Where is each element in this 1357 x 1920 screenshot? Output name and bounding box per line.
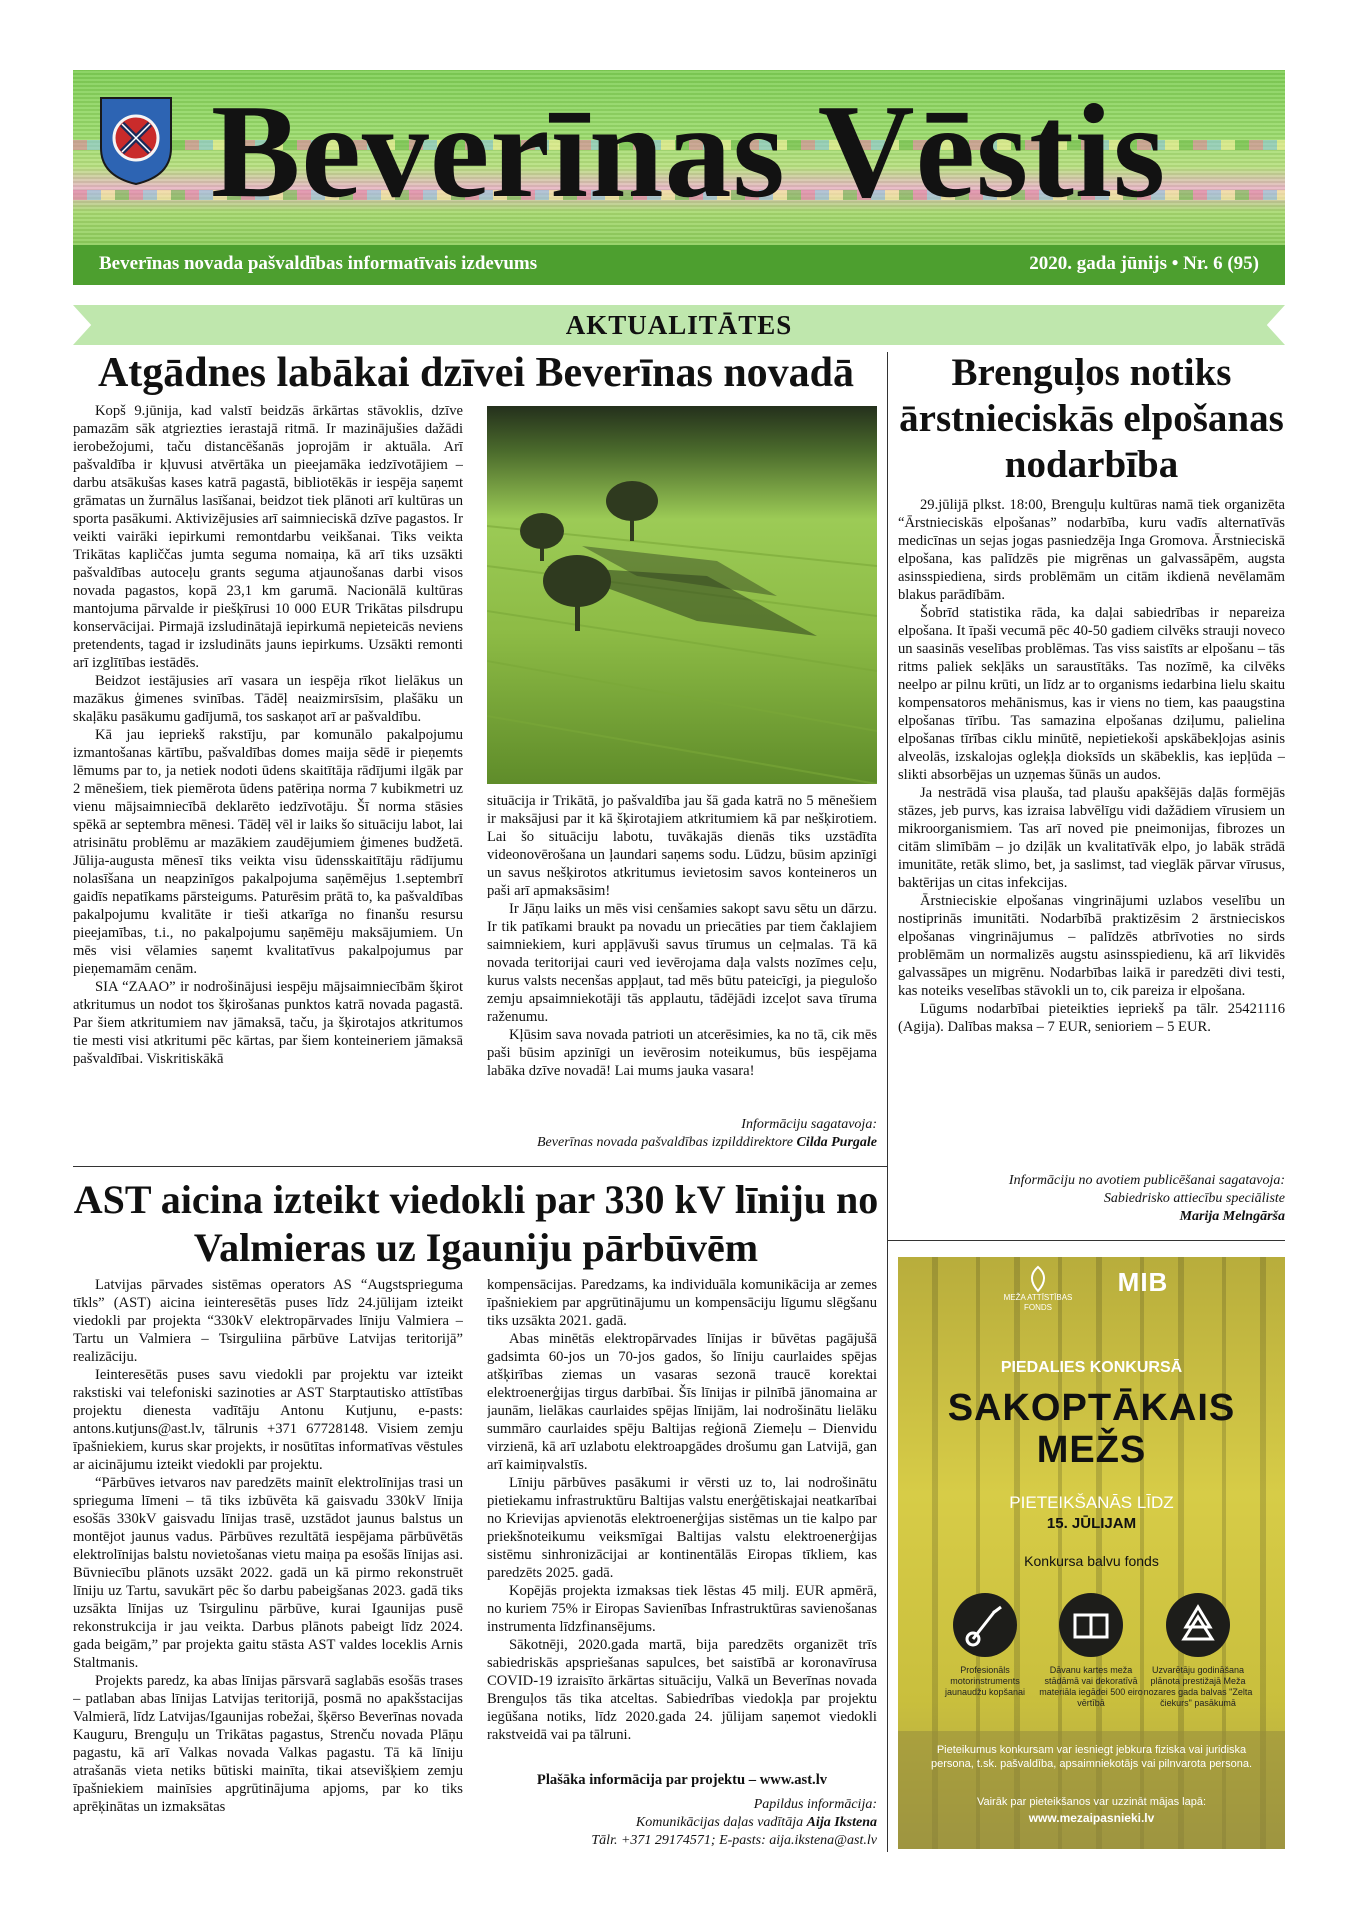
paragraph: Ir Jāņu laiks un mēs visi cenšamies sakopt savu sētu un dārzu. Ir tik patīkami braukt pa novadu un priecāties par tiem čaklajiem saimniekiem, kuri appļāvuši savus tīrumus un ceļmalas. Tā kā novada teritorijai cauri ved ievērojama daļa valsts nozīmes ceļu, kurus valsts necenšas appļaut, tad mēs būtu pateicīgi, ja piegulošo zemju apsaimniekotāji tās applautu, tādējādi izceļot sava tīruma raženumu. xyxy=(487,901,877,1025)
masthead xyxy=(73,70,1285,285)
paragraph: Kopš 9.jūnija, kad valstī beidzās ārkārtas stāvoklis, dzīve pamazām sāk atgriezties ierastajā ritmā. Ir mazinājušies dažādi ierobežojumi, taču distancēšanās joprojām ir aktuāla. Arī pašvaldība ir kļuvusi atvērtāka un pieejamāka iedzīvotājiem – darbu atsākušas kases katrā pagastā, bibliotēkās ir iespēja saņemt grāmatas un žurnālus lasīšanai, beidzot tiek plānoti arī kultūras un sporta pasākumi. Aktivizējusies arī saimnieciskā dzīve pagastos. Ir veikti vairāki iepirkumi remontdarbu veikšanai. Tiks veikta Trikātas kapliččas jumta seguma nomaiņa, kā arī tiks uzsākti pašvaldības autoceļu grants seguma atjaunošanas darbi visos novada pagastos, kopā 23,1 km garumā. Nacionālā kultūras mantojuma pārvalde ir piešķīrusi 10 000 EUR Trikātas pilsdrupu konservācijai. Pirmajā izsludinātajā iepirkumā nepieteicās neviens pretendents, tagad ir izsludināts jauns iepirkums. Uzsākti remonti arī izglītības iestādēs. xyxy=(73,403,463,671)
paragraph: kompensācijas. Paredzams, ka individuāla komunikācija ar zemes īpašniekiem par apgrūtinājumu un kompensāciju līgumu slēgšanu tiks uzsākta 2021. gadā. xyxy=(487,1277,877,1329)
article-column xyxy=(487,1276,877,1766)
paragraph: situācija ir Trikātā, jo pašvaldība jau šā gada katrā no 5 mēnešiem ir maksājusi par it kā šķirotajiem atkritumiem kā par nešķirotiem. Lai šo situāciju labotu, tuvākajās dienās tiks uzstādīta videonovērošana un ļaundari saņems sodu. Lūdzu, būsim apzinīgi un savus nešķirotos atkritumus ievietosim savos konteineros un paši arī apmaksāsim! xyxy=(487,793,877,899)
credit-label: Informāciju no avotiem publicēšanai sagatavoja: xyxy=(1008,1173,1285,1188)
ad-logo-mib: MIB xyxy=(1117,1267,1169,1297)
more-info-label: Plašāka informācija par projektu – xyxy=(536,1772,757,1788)
paragraph: “Pārbūves ietvaros nav paredzēts mainīt elektrolīnijas trasi un sprieguma līmeni – tā tiks izbūvēta kā gaisvadu 330kV līnija esošās 330kV gaisvadu līnijas trasē, uzstādot jaunus balstus un montējot jaunus vadus. Pārbūves rezultātā iespējama pārbūvētās elektrolīnijas balstu novietošanas vietu maiņa pa esošās līnijas asi. Būvniecību plānots uzsākt 2022. gadā un kā pirmo rekonstruēt līniju uz Tartu, savukārt pēc šo darbu pabeigšanas 2023. gadā tiks uzsākta līnijas uz Tsirgulinu pārbūve, kurai Igaunijas pusē rekonstrukcija ir jau veikta. Darbus plānots pabeigt līdz 2024. gada beigām,” par projekta gaitu stāsta AST valdes loceklis Arnis Staltmanis. xyxy=(73,1475,463,1671)
article-headline: Brenguļos notiks ārstnieciskās elpošanas nodarbība xyxy=(899,351,1284,486)
forest-fund-logo-icon xyxy=(1023,1265,1053,1293)
credit-label: Informāciju sagatavoja: xyxy=(741,1117,877,1132)
paragraph: Abas minētās elektropārvades līnijas ir būvētas pagājušā gadsimta 60-jos un 70-jos gados, šo līniju caurlaides spējas atšķirības ziemas un vasaras sezonā traucē korektai elektroenerģijas tirgus darbībai. Šīs līnijas ir pilnībā jānomaina ar jaunām, lielākas caurlaides spējas līnijām, lai nodrošinātu lielāku summāro caurlaides spēju Baltijas reģionā Ziemeļu – Dienvidu virzienā, kā arī uzlabotu elektroapgādes drošumu gan Latvijā, gan arī kaimiņvalstīs. xyxy=(487,1331,877,1473)
paragraph: Beidzot iestājusies arī vasara un iespēja rīkot lielākus un mazākus ģimenes svinības. Tādēļ neaizmirsīsim, plašāku un skaļāku pasākumu gadījumā, tos saskaņot arī ar pašvaldību. xyxy=(73,673,463,725)
newspaper-subtitle: Beverīnas novada pašvaldības informatīvais izdevums xyxy=(99,253,538,274)
paragraph: Latvijas pārvades sistēmas operators AS “Augstsprieguma tīkls” (AST) aicina ieinteresētās puses līdz 24.jūlijam izteikt viedokli par projekta “330kV elektropārvades līniju Valmiera – Tartu un Valmiera – Tsirguliina pārbūve Latvijas teritorijā” realizāciju. xyxy=(73,1277,463,1365)
article-column xyxy=(73,402,463,1156)
ad-footer-text: Pieteikumus konkursam var iesniegt jebkura fiziska vai juridiska persona, t.sk. pašvaldība, apsaimniekotājs vai pilnvarota persona. xyxy=(930,1744,1252,1770)
ad-title: SAKOPTĀKAIS xyxy=(947,1387,1236,1429)
coat-of-arms-icon xyxy=(99,96,173,186)
credit-name: Aija Ikstena xyxy=(806,1815,877,1830)
column-divider xyxy=(887,352,888,1852)
more-info-line xyxy=(487,1772,877,1789)
article-credit xyxy=(487,1116,877,1152)
credit-role: Sabiedrisko attiecību speciāliste xyxy=(1103,1191,1285,1206)
trophy-icon xyxy=(1166,1593,1230,1657)
section-label: AKTUALITĀTES xyxy=(565,310,793,340)
credit-name: Cilda Purgale xyxy=(796,1135,877,1150)
prize-caption: Dāvanu kartes meža stādāmā vai dekoratīvā materiāla iegādei 500 eiro vērtībā xyxy=(1039,1665,1143,1708)
credit-label: Papildus informācija: xyxy=(753,1797,877,1812)
article-column xyxy=(73,1276,463,1852)
ad-fund-label: Konkursa balvu fonds xyxy=(1024,1553,1159,1569)
issue-number: 2020. gada jūnijs • Nr. 6 (95) xyxy=(1029,253,1259,274)
ad-url[interactable]: www.mezaipasnieki.lv xyxy=(1028,1811,1155,1825)
section-divider xyxy=(887,1240,1285,1241)
section-divider xyxy=(73,1166,887,1167)
gift-card-icon xyxy=(1059,1593,1123,1657)
credit-contact: Tālr. +371 29174571; E-pasts: aija.ikstena@ast.lv xyxy=(591,1833,877,1848)
paragraph: Šobrīd statistika rāda, ka daļai sabiedrības ir nepareiza elpošana. It īpaši vecumā pēc 40-50 gadiem cilvēks strauji noveco un saasinās veselības problēmas. Tas viss saistīts ar elpošanu – tās ritms paliek sekļāks un saraustītāks. Tas nozīmē, ka cilvēks neelpo ar pilnu krūti, un līdz ar to organisms iedarbina lielu skaitu kompensatoros mehānismus, kas ir viens no tiem, kas paaugstina elpošanas tīrību. Tas samazina elpošanas dziļumu, palielina elpošanas tīrības ciklu minūtē, nepietiekoši apskābekļojas asinis alveolās, izskalojas ogleķļa dioksīds un skābeklis, kas iepļūda – slikti absorbējas un uzņemas šūnās un audos. xyxy=(898,605,1285,783)
paragraph: Ja nestrādā visa plauša, tad plaušu apakšējās daļās formējās stāzes, jeb purvs, kas izraisa labvēlīgu vidi dažādiem vīrusiem un mikroorganismiem. Tas arī noved pie pneimonijas, fibrozes un citām slimībām – jo dziļāk un kvalitatīvāk elpo, jo labāk strādā imunitāte, retāk slimo, bet, ja saslimst, tad vieglāk pārvar vīrusus, baktērijas un citas infekcijas. xyxy=(898,785,1285,891)
newspaper-title: Beverīnas Vēstis xyxy=(211,77,1167,225)
prize-caption: Uzvarētāju godināšana plānota prestižajā Meža nozares gada balvas "Zelta čiekurs" pasākumā xyxy=(1143,1665,1253,1708)
prize-caption: Profesionāls motorinstruments jaunaudžu kopšanai xyxy=(944,1665,1026,1697)
article-column xyxy=(898,496,1285,1164)
ad-logo-text: MEŽA ATTĪSTĪBAS FONDS xyxy=(1003,1293,1073,1312)
ad-deadline-label: PIETEIKŠANĀS LĪDZ xyxy=(1009,1493,1174,1512)
paragraph: Kopējās projekta izmaksas tiek lēstas 45 milj. EUR apmērā, no kuriem 75% ir Eiropas Savienības Infrastruktūras savienošanas instrumenta līdzfinansējums. xyxy=(487,1583,877,1635)
paragraph: Ieinteresētās puses savu viedokli par projektu var izteikt rakstiski vai telefoniski sazinoties ar AST Starptautisko attīstības projektu dienesta vadītāju Antonu Kutjunu, e-pasts: antons.kutjuns@ast.lv, tālrunis +371 67728148. Visiem zemju īpašniekiem, kurus skar projekts, ir nosūtītas informatīvas vēstules ar aicinājumu izteikt viedokli par projektu. xyxy=(73,1367,463,1473)
credit-role: Beverīnas novada pašvaldības izpilddirektore xyxy=(537,1135,793,1150)
article-credit xyxy=(898,1172,1285,1226)
paragraph: Ārstnieciskie elpošanas vingrinājumi uzlabos veselību un nostiprinās imunitāti. Nodarbībā praktizēsim 2 ārstnieciskos elpošanas vingrinājumus – palīdzēs atbrīvoties no sirds problēmām un normalizēs augstu asinsspiedienu, kā arī likvidēs galvassāpes un migrēnu. Nodarbības laikā ir paredzēti divi testi, kas noteiks veselības stāvokli un to, cik pareiza ir elpošana. xyxy=(898,893,1285,999)
project-link[interactable]: www.ast.lv xyxy=(759,1772,828,1788)
article-credit xyxy=(487,1796,877,1850)
article-column xyxy=(487,792,877,1110)
brushcutter-icon xyxy=(953,1593,1017,1657)
paragraph: Līniju pārbūves pasākumi ir vērsti uz to, lai nodrošinātu pietiekamu infrastruktūru Baltijas valstu enerģētiskajai neatkarībai no Krievijas apvienotās elektroenerģijas sistēmas un tie kalpo par priekšnoteikumu veiksmīgai Baltijas valstu elektroenerģijas sistēmu sinhronizācijai ar kontinentālās Eiropas tīkliem, kas paredzēts 2025. gadā. xyxy=(487,1475,877,1581)
credit-name: Marija Melngārša xyxy=(1179,1209,1285,1224)
ad-call: PIEDALIES KONKURSĀ xyxy=(1000,1359,1183,1376)
credit-role: Komunikācijas daļas vadītāja xyxy=(635,1815,804,1830)
paragraph: Projekts paredz, ka abas līnijas pārsvarā saglabās esošās trases – patlaban abas līnijas Latvijas teritorijā, posmā no apakšstacijas Valmierā, līdz Latvijas/Igaunijas robežai, šķērso Beverīnas novada Kauguru, Brenguļu un Trikātas pagastus, Strenču novada Plāņu pagastu, kā arī Valkas novada Valkas pagastu. Tā kā līniju atrašanās vieta netiks būtiski mainīta, tikai atsevišķiem zemju īpašniekiem mainīsies apgrūtinājuma apjoms, par ko tiks aprēķinātas un izmaksātas xyxy=(73,1673,463,1815)
article-photo xyxy=(487,406,877,784)
ad-deadline-date: 15. JŪLIJAM xyxy=(1046,1515,1137,1532)
article-headline: Atgādnes labākai dzīvei Beverīnas novadā xyxy=(97,350,855,396)
paragraph: Kā jau iepriekš rakstīju, par komunālo pakalpojumu izmantošanas kārtību, pašvaldības domes maija sēdē ir pieņemts lēmums par to, ja netiek nodoti ūdens skaitītāja rādījumi ilgāk par 2 mēnešiem, tiek piemērota ūdens patēriņa norma 7 kubikmetri uz vienu mājsaimniecībā deklarēto iedzīvotāju. Šī norma stāsies spēkā ar septembra mēnesi. Tādēļ vēl ir laiks šo situāciju labot, lai atrisinātu problēmu ar mazākiem zaudējumiem ģimenes budžetā. Jūlija-augusta mēnesī tiks veikta visu ūdensskaitītāju rādījumu nolasīšana un neapzinīgos pakalpojuma saņēmējus 1.septembrī gaidīs nepatīkams pārsteigums. Paturēsim prātā to, ka pašvaldības pakalpojumu kvalitāte ir tieši atkarīga no finanšu resursu pieejamības, t.i., no pakalpojumu saņēmēju maksājumiem. Un mēs visi vēlamies saņemt kvalitatīvus pakalpojumus par pieņemamām cenām. xyxy=(73,727,463,977)
paragraph: SIA “ZAAO” ir nodrošinājusi iespēju mājsaimniecībām šķirot atkritumus un nodot tos šķirošanas punktos katrā novada pagastā. Par šiem atkritumiem nav jāmaksā, taču, ja šķirotajos atkritumos tie mesti visi atkritumi pēc kārtas, par šiem konteineriem jāmaksā pašvaldībai. Viskritiskākā xyxy=(73,979,463,1067)
paragraph: Kļūsim sava novada patrioti un atcerēsimies, ka no tā, cik mēs paši būsim apzinīgi un ievērosim noteikumus, būs iespējama labāka dzīve novadā! Lai mums jauka vasara! xyxy=(487,1027,877,1079)
field-trees-image xyxy=(487,406,877,784)
paragraph: Sākotnēji, 2020.gada martā, bija paredzēts organizēt trīs sabiedriskās apspriešanas sapulces, bet saistībā ar koronavīrusa COVID-19 izraisīto ārkārtas situāciju, Valkā un Beverīnas novada Brenguļos tās tika atceltas. Sabiedrības viedokļa par projektu iegūšana notiks, līdz 2020.gada 24. jūlijam saņemot viedokli rakstveidā vai pa tālruni. xyxy=(487,1637,877,1743)
article-headline: AST aicina izteikt viedokli par 330 kV līniju no Valmieras uz Igauniju pārbūvēm xyxy=(73,1177,879,1270)
paragraph: 29.jūlijā plkst. 18:00, Brenguļu kultūras namā tiek organizēta “Ārstnieciskās elpošanas” nodarbība, kuru vadīs alternatīvās medicīnas un sejas jogas pasniedzēja Inga Gromova. Ārstnieciskā elpošana, kas palīdzēs pie migrēnas un galvassāpēm, augsta asinsspiediena, sirds problēmām un citām ikdienā nevēlamām blakus parādībām. xyxy=(898,497,1285,603)
ad-title: MEŽS xyxy=(1036,1429,1147,1471)
contest-advertisement xyxy=(898,1257,1285,1849)
paragraph: Lūgums nodarbībai pieteikties iepriekš pa tālr. 25421116 (Agija). Dalības maksa – 7 EUR, senioriem – 5 EUR. xyxy=(898,1001,1285,1035)
ad-footer-text: Vairāk par pieteikšanos var uzzināt mājas lapā: xyxy=(976,1796,1207,1808)
